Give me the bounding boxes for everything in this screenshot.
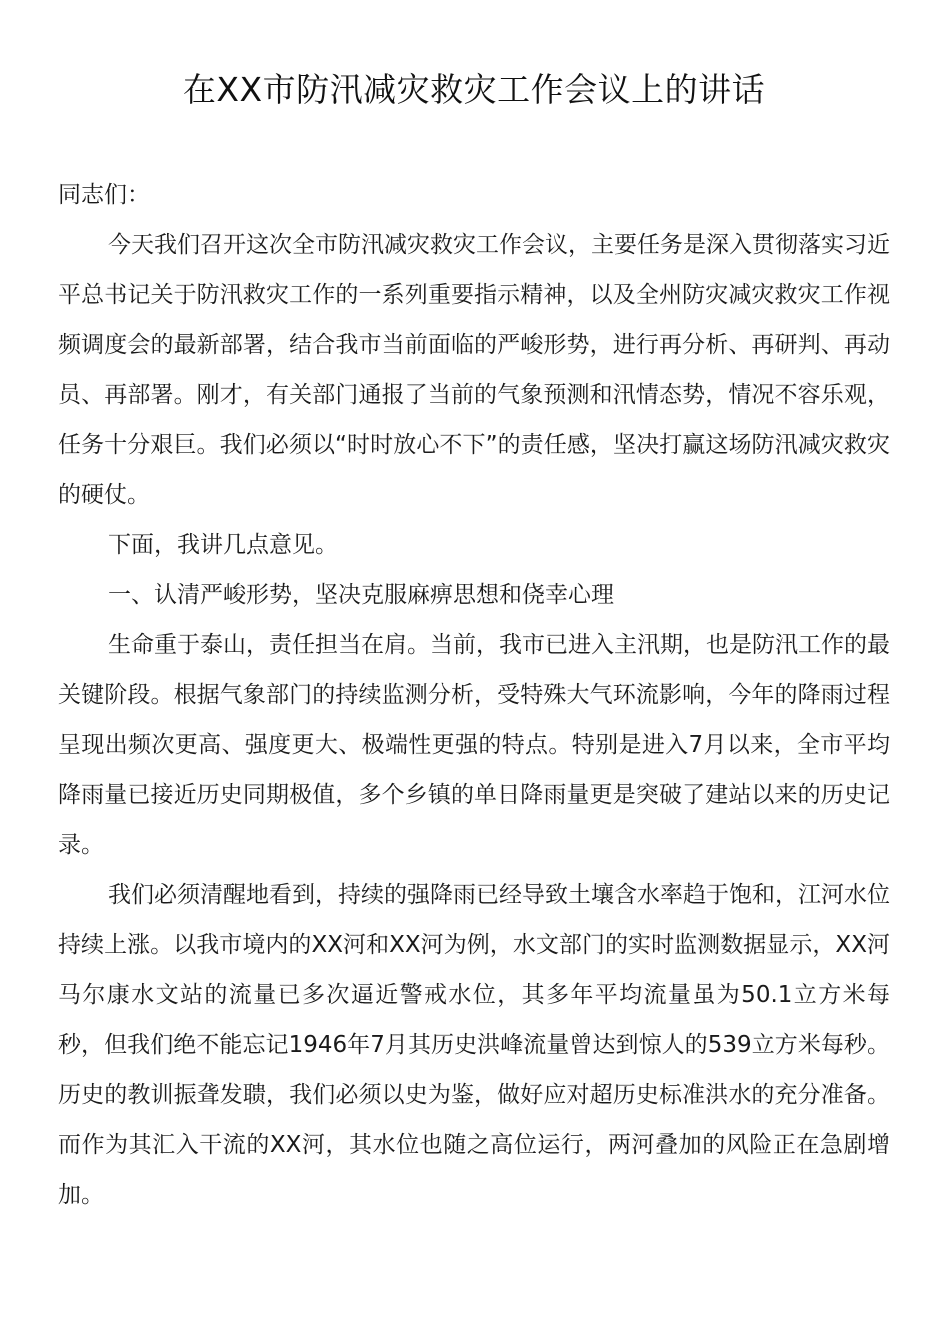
paragraph-rivers: 我们必须清醒地看到，持续的强降雨已经导致土壤含水率趋于饱和，江河水位持续上涨。以我市境内的XX河和XX河为例，水文部门的实时监测数据显示，XX河马尔康水文站的流量已多次逼近警戒水位，其多年平均流量虽为50.1立方米每秒，但我们绝不能忘记1946年7月其历史洪峰流量曾达到惊人的539立方米每秒。历史的教训振聋发聩，我们必须以史为鉴，做好应对超历史标准洪水的充分准备。而作为其汇入干流的XX河，其水位也随之高位运行，两河叠加的风险正在急剧增加。 [58,882,890,1208]
section-heading-1: 一、认清严峻形势，坚决克服麻痹思想和侥幸心理 [108,582,614,608]
paragraph-situation: 生命重于泰山，责任担当在肩。当前，我市已进入主汛期，也是防汛工作的最关键阶段。根据气象部门的持续监测分析，受特殊大气环流影响，今年的降雨过程呈现出频次更高、强度更大、极端性更强的特点。特别是进入7月以来，全市平均降雨量已接近历史同期极值，多个乡镇的单日降雨量更是突破了建站以来的历史记录。 [58,632,890,858]
paragraph-intro-points: 下面，我讲几点意见。 [108,532,338,558]
page-title: 在XX市防汛减灾救灾工作会议上的讲话 [182,70,766,109]
salutation: 同志们： [58,182,150,208]
document-page [58,62,890,1220]
paragraph-opening: 今天我们召开这次全市防汛减灾救灾工作会议，主要任务是深入贯彻落实习近平总书记关于防汛救灾工作的一系列重要指示精神，以及全州防灾减灾救灾工作视频调度会的最新部署，结合我市当前面临的严峻形势，进行再分析、再研判、再动员、再部署。刚才，有关部门通报了当前的气象预测和汛情态势，情况不容乐观，任务十分艰巨。我们必须以“时时放心不下”的责任感，坚决打赢这场防汛减灾救灾的硬仗。 [58,232,890,508]
